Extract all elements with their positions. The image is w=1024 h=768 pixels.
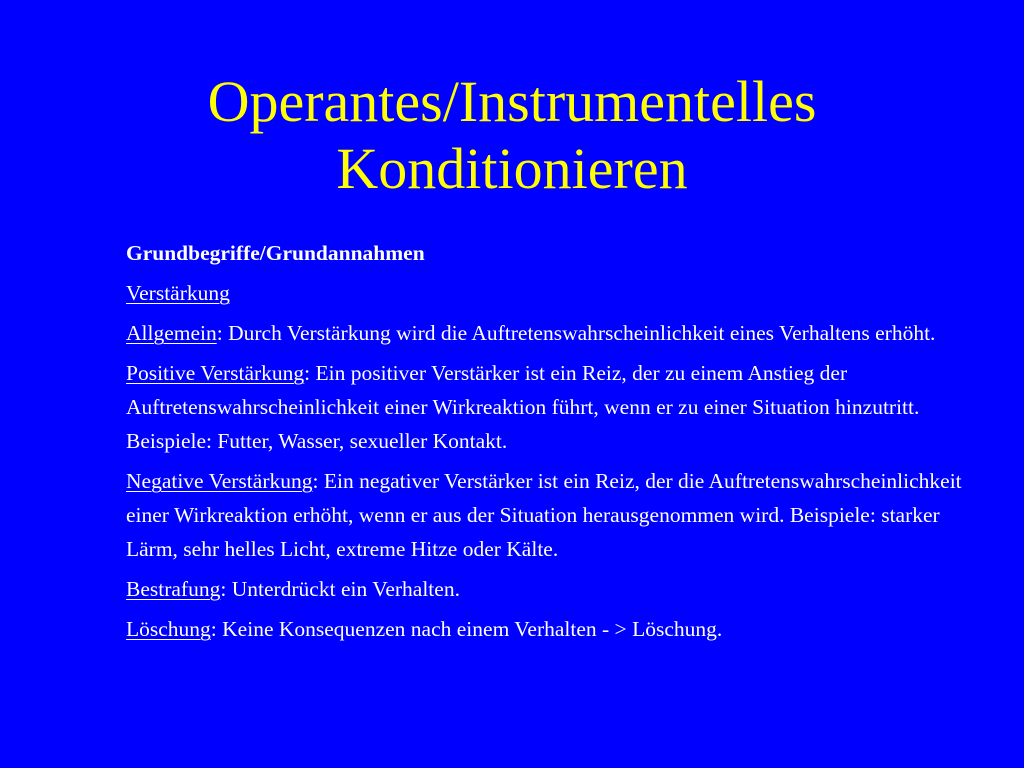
term-allgemein: Allgemein	[126, 321, 217, 345]
definition-text-loeschung: : Keine Konsequenzen nach einem Verhalten - > Löschung.	[210, 617, 723, 641]
section-title-row	[126, 276, 966, 310]
definition-text-negative-verstaerkung: : Ein negativer Verstärker ist ein Reiz, der die Auftretenswahrscheinlichkeit einer Wirkreaktion erhöht, wenn er aus der Situation herausgenommen wird. Beispiele: starker Lärm, sehr helles Licht, extreme Hitze oder Kälte.	[126, 469, 962, 561]
definition-punishment	[126, 572, 966, 606]
term-loeschung: Löschung	[126, 617, 211, 641]
definition-text-bestrafung: : Unterdrückt ein Verhalten.	[220, 577, 460, 601]
section-heading: Grundbegriffe/Grundannahmen	[126, 241, 425, 265]
section-title: Verstärkung	[126, 281, 230, 305]
term-negative-verstaerkung: Negative Verstärkung	[126, 469, 313, 493]
definition-positive-reinforcement	[126, 356, 966, 458]
slide-title	[0, 68, 1024, 202]
definition-general	[126, 316, 966, 350]
definition-negative-reinforcement	[126, 464, 966, 566]
term-bestrafung: Bestrafung	[126, 577, 221, 601]
slide-title-line-1: Operantes/Instrumentelles	[207, 69, 817, 134]
definition-extinction	[126, 612, 966, 646]
definition-text-positive-verstaerkung: : Ein positiver Verstärker ist ein Reiz, der zu einem Anstieg der Auftretenswahrscheinlichkeit einer Wirkreaktion führt, wenn er zu einer Situation hinzutritt. Beispiele: Futter, Wasser, sexueller Kontakt.	[126, 361, 920, 453]
definition-text-allgemein: : Durch Verstärkung wird die Auftretenswahrscheinlichkeit eines Verhaltens erhöht.	[216, 321, 936, 345]
slide-title-line-2: Konditionieren	[336, 136, 688, 201]
term-positive-verstaerkung: Positive Verstärkung	[126, 361, 305, 385]
slide-body	[126, 236, 966, 652]
